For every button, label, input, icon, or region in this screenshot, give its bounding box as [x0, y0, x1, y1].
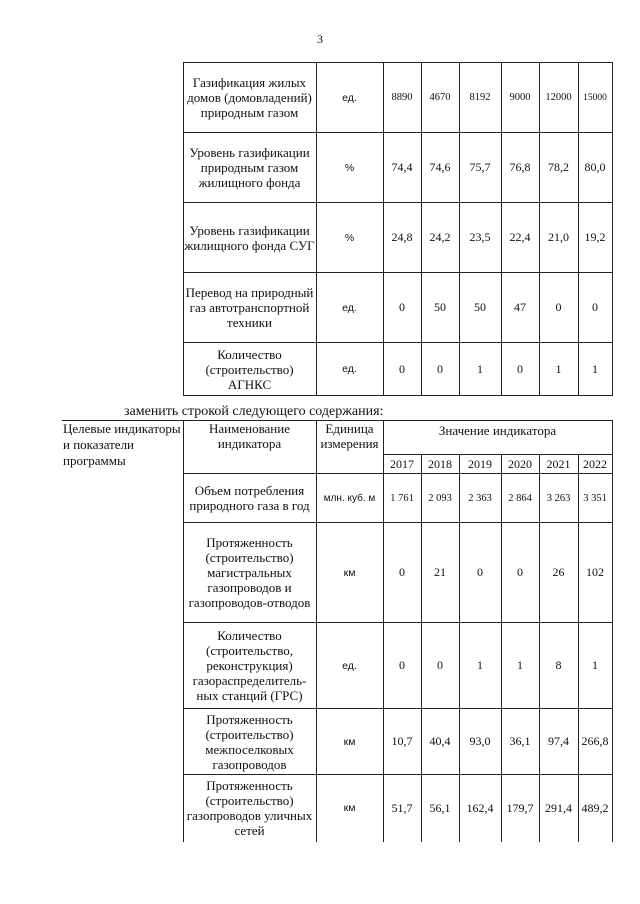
- indicator-value: 0: [383, 273, 421, 343]
- indicator-value: 8890: [383, 63, 421, 133]
- indicator-value: 97,4: [539, 709, 578, 775]
- header-unit: Единица измерения: [316, 421, 383, 474]
- indicator-name: Протяженность (строительство) магистральных газопроводов и газопроводов-отводов: [183, 523, 316, 623]
- indicator-value: 1: [459, 623, 501, 709]
- indicator-value: 179,7: [501, 775, 539, 842]
- indicator-unit: ед.: [316, 343, 383, 396]
- indicator-value: 12000: [539, 63, 578, 133]
- indicator-name: Протяженность (строительство) межпоселковых газопроводов: [183, 709, 316, 775]
- year-cell: 2022: [578, 455, 612, 474]
- indicator-value: 24,8: [383, 203, 421, 273]
- replacement-note: заменить строкой следующего содержания:: [124, 404, 384, 419]
- year-cell: 2017: [383, 455, 421, 474]
- indicator-value: 0: [383, 623, 421, 709]
- indicator-value: 15000: [578, 63, 612, 133]
- indicator-value: 0: [421, 623, 459, 709]
- indicator-value: 1: [578, 343, 612, 396]
- indicator-value: 21,0: [539, 203, 578, 273]
- indicator-value: 266,8: [578, 709, 612, 775]
- indicator-value: 8192: [459, 63, 501, 133]
- indicator-value: 1: [539, 343, 578, 396]
- year-cell: 2021: [539, 455, 578, 474]
- year-cell: 2020: [501, 455, 539, 474]
- indicator-table-old: [62, 62, 613, 396]
- indicator-value: 74,4: [383, 133, 421, 203]
- indicator-unit: %: [316, 203, 383, 273]
- indicator-unit: км: [316, 523, 383, 623]
- indicator-value: 2 093: [421, 474, 459, 523]
- indicator-value: 1: [501, 623, 539, 709]
- indicator-value: 21: [421, 523, 459, 623]
- indicator-value: 0: [539, 273, 578, 343]
- indicator-value: 2 864: [501, 474, 539, 523]
- indicator-value: 4670: [421, 63, 459, 133]
- indicator-value: 0: [383, 523, 421, 623]
- indicator-unit: км: [316, 709, 383, 775]
- indicator-unit: км: [316, 775, 383, 842]
- indicator-value: 0: [383, 343, 421, 396]
- indicator-value: 0: [421, 343, 459, 396]
- indicator-name: Количество (строительство) АГНКС: [183, 343, 316, 396]
- indicator-value: 9000: [501, 63, 539, 133]
- indicator-value: 291,4: [539, 775, 578, 842]
- indicator-value: 50: [459, 273, 501, 343]
- indicator-value: 1 761: [383, 474, 421, 523]
- indicator-value: 47: [501, 273, 539, 343]
- indicator-value: 26: [539, 523, 578, 623]
- indicator-value: 78,2: [539, 133, 578, 203]
- indicator-name: Объем потребления природного газа в год: [183, 474, 316, 523]
- indicator-value: 2 363: [459, 474, 501, 523]
- header-indicator-name: Наименование индикатора: [183, 421, 316, 474]
- indicator-value: 23,5: [459, 203, 501, 273]
- empty-side-cell: [62, 63, 183, 396]
- indicator-value: 0: [578, 273, 612, 343]
- indicator-name: Количество (строительство, реконструкция) газораспределитель-ных станций (ГРС): [183, 623, 316, 709]
- indicator-unit: ед.: [316, 273, 383, 343]
- indicator-value: 22,4: [501, 203, 539, 273]
- indicator-value: 10,7: [383, 709, 421, 775]
- program-indicators-label: Целевые индикаторы и показатели программы: [62, 421, 183, 842]
- indicator-value: 3 351: [578, 474, 612, 523]
- indicator-value: 8: [539, 623, 578, 709]
- indicator-unit: ед.: [316, 623, 383, 709]
- page-number: 3: [317, 32, 323, 46]
- indicator-unit: млн. куб. м: [316, 474, 383, 523]
- indicator-value: 51,7: [383, 775, 421, 842]
- table-row: [62, 63, 612, 133]
- indicator-value: 36,1: [501, 709, 539, 775]
- indicator-value: 40,4: [421, 709, 459, 775]
- indicator-unit: ед.: [316, 63, 383, 133]
- indicator-table-new: [62, 420, 613, 842]
- indicator-value: 50: [421, 273, 459, 343]
- indicator-value: 0: [501, 523, 539, 623]
- indicator-value: 162,4: [459, 775, 501, 842]
- table-header-row: [62, 421, 612, 455]
- indicator-value: 56,1: [421, 775, 459, 842]
- indicator-name: Перевод на природный газ автотранспортной техники: [183, 273, 316, 343]
- indicator-name: Уровень газификации природным газом жилищного фонда: [183, 133, 316, 203]
- indicator-value: 3 263: [539, 474, 578, 523]
- indicator-name: Протяженность (строительство) газопроводов уличных сетей: [183, 775, 316, 842]
- indicator-name: Газификация жилых домов (домовладений) природным газом: [183, 63, 316, 133]
- indicator-unit: %: [316, 133, 383, 203]
- year-cell: 2019: [459, 455, 501, 474]
- indicator-value: 0: [459, 523, 501, 623]
- indicator-name: Уровень газификации жилищного фонда СУГ: [183, 203, 316, 273]
- indicator-value: 75,7: [459, 133, 501, 203]
- indicator-value: 19,2: [578, 203, 612, 273]
- indicator-value: 93,0: [459, 709, 501, 775]
- indicator-value: 24,2: [421, 203, 459, 273]
- indicator-value: 80,0: [578, 133, 612, 203]
- indicator-value: 102: [578, 523, 612, 623]
- indicator-value: 1: [459, 343, 501, 396]
- indicator-value: 74,6: [421, 133, 459, 203]
- indicator-value: 1: [578, 623, 612, 709]
- year-cell: 2018: [421, 455, 459, 474]
- indicator-value: 0: [501, 343, 539, 396]
- indicator-value: 489,2: [578, 775, 612, 842]
- header-indicator-value: Значение индикатора: [383, 421, 612, 455]
- indicator-value: 76,8: [501, 133, 539, 203]
